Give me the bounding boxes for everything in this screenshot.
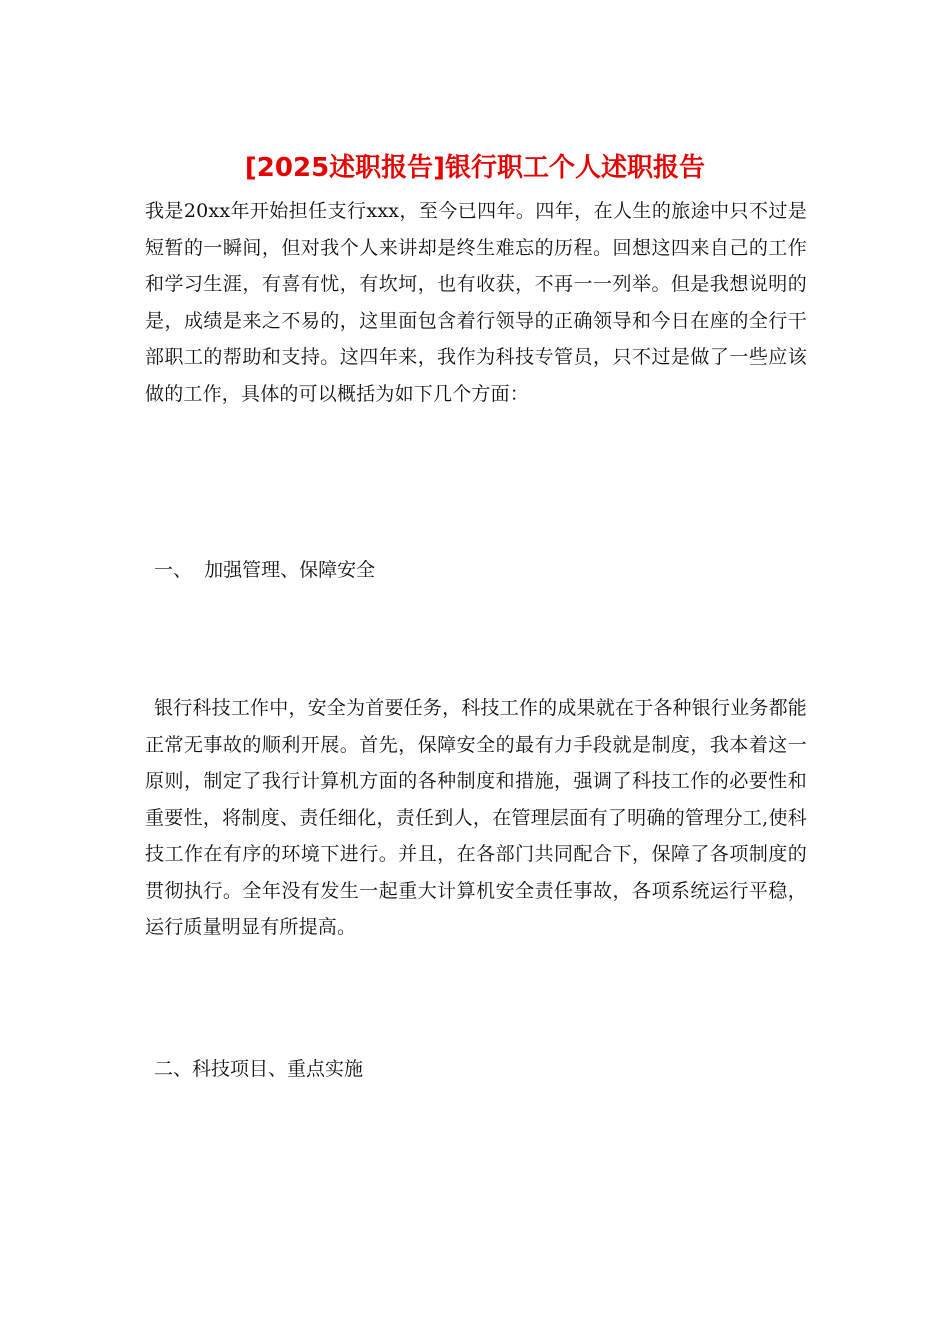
document-title: [2025述职报告]银行职工个人述职报告 (244, 153, 706, 183)
section-1-paragraph: 银行科技工作中，安全为首要任务，科技工作的成果就在于各种银行业务都能正常无事故的顺利开展。首先，保障安全的最有力手段就是制度，我本着这一原则，制定了我行计算机方面的各种制度和措施，强调了科技工作的必要性和重要性，将制度、责任细化，责任到人，在管理层面有了明确的管理分工,使科技工作在有序的环境下进行。并且，在各部门共同配合下，保障了各项制度的贯彻执行。全年没有发生一起重大计算机安全责任事故，各项系统运行平稳，运行质量明显有所提高。 (145, 697, 807, 938)
intro-paragraph: 我是20xx年开始担任支行xxx，至今已四年。四年，在人生的旅途中只不过是短暂的一瞬间，但对我个人来讲却是终生难忘的历程。回想这四来自己的工作和学习生涯，有喜有忧，有坎坷，也有收获，不再一一列举。但是我想说明的是，成绩是来之不易的，这里面包含着行领导的正确领导和今日在座的全行干部职工的帮助和支持。这四年来，我作为科技专管员，只不过是做了一些应该做的工作，具体的可以概括为如下几个方面： (145, 200, 807, 405)
section-heading-1: 一、 加强管理、保障安全 (154, 559, 376, 581)
section-heading-2: 二、科技项目、重点实施 (154, 1058, 364, 1080)
